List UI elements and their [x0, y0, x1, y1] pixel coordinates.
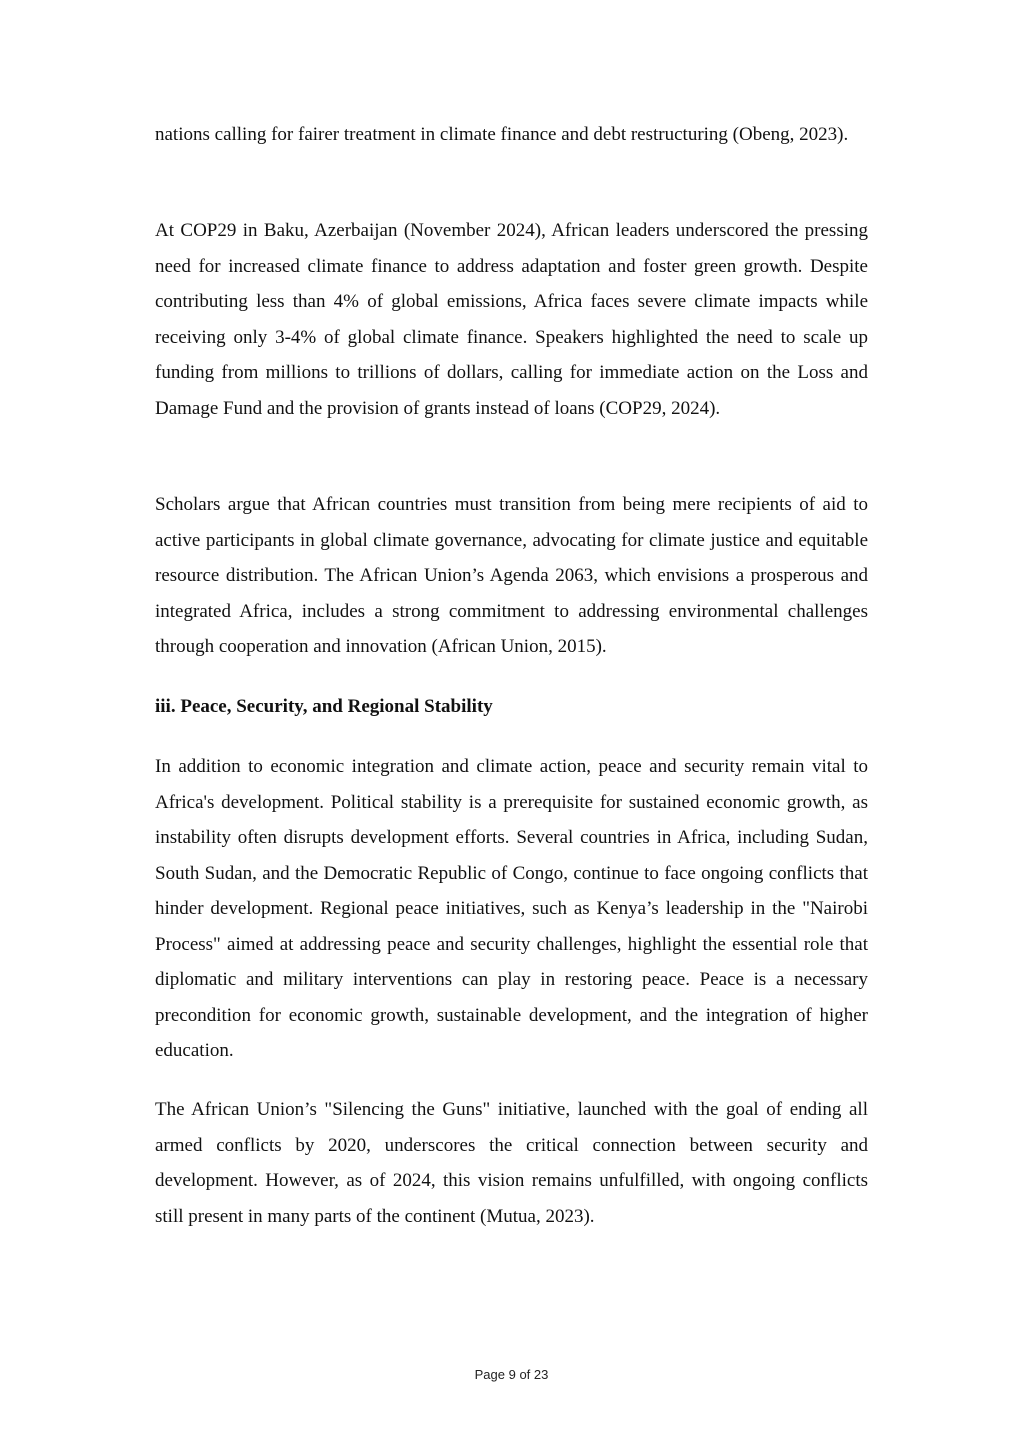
section-heading: iii. Peace, Security, and Regional Stability — [155, 696, 493, 717]
paragraph-scholars-agenda-2063: Scholars argue that African countries must transition from being mere recipients of aid to active participants in global climate governance, advocating for climate justice and equitable resource distribution. The African Union’s Agenda 2063, which envisions a prosperous and integrated Africa, includes a strong commitment to addressing environmental challenges through cooperation and innovation (African Union, 2015). — [155, 494, 868, 657]
paragraph-silencing-the-guns: The African Union’s "Silencing the Guns" initiative, launched with the goal of ending all armed conflicts by 2020, underscores the critical connection between security and development. However, as of 2024, this vision remains unfulfilled, with ongoing conflicts still present in many parts of the continent (Mutua, 2023). — [155, 1099, 868, 1227]
paragraph-cop29: At COP29 in Baku, Azerbaijan (November 2024), African leaders underscored the pressing need for increased climate finance to address adaptation and foster green growth. Despite contributing less than 4% of global emissions, Africa faces severe climate impacts while receiving only 3-4% of global climate finance. Speakers highlighted the need to scale up funding from millions to trillions of dollars, calling for immediate action on the Loss and Damage Fund and the provision of grants instead of loans (COP29, 2024). — [155, 220, 868, 419]
page-number-footer: Page 9 of 23 — [474, 1367, 549, 1382]
paragraph-obeng-continuation: nations calling for fairer treatment in climate finance and debt restructuring (Obeng, 2023). — [155, 124, 849, 145]
paragraph-peace-security: In addition to economic integration and climate action, peace and security remain vital to Africa's development. Political stability is a prerequisite for sustained economic growth, as instability often disrupts development efforts. Several countries in Africa, including Sudan, South Sudan, and the Democratic Republic of Congo, continue to face ongoing conflicts that hinder development. Regional peace initiatives, such as Kenya’s leadership in the "Nairobi Process" aimed at addressing peace and security challenges, highlight the essential role that diplomatic and military interventions can play in restoring peace. Peace is a necessary precondition for economic growth, sustainable development, and the integration of higher education. — [155, 756, 868, 1061]
